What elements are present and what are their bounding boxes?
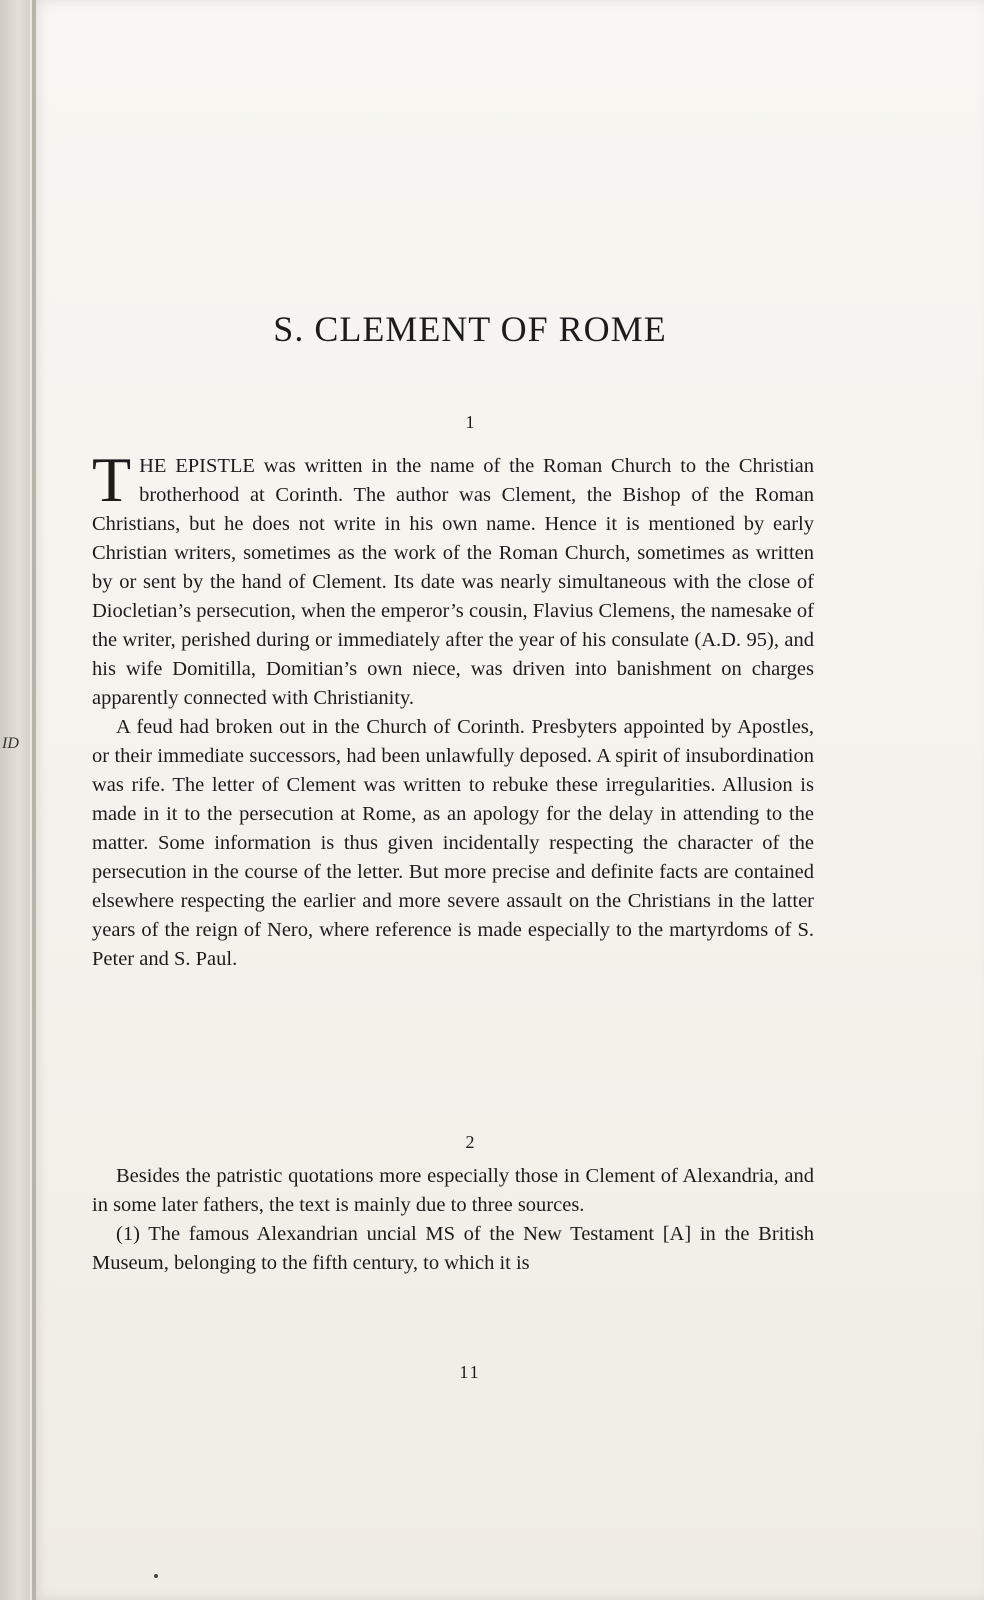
- paragraph-text: was written in the name of the Roman Church to the Christian brotherhood at Corinth. The author was Clement, the Bishop of the Roman Christians, but he does not write in his own name. Hence it is mentioned by early Christian writers, sometimes as the work of the Roman Church, sometimes as written by or sent by the hand of Clement. Its date was nearly simultaneous with the close of Diocletian’s persecution, when the emperor’s cousin, Flavius Clemens, the namesake of the writer, perished during or immediately after the year of his consulate (: [92, 455, 814, 651]
- page-number: 11: [459, 1362, 481, 1382]
- section-number-1: 1: [465, 412, 475, 432]
- drop-cap: T: [92, 444, 132, 515]
- page-gutter-edge: [32, 0, 36, 1600]
- paragraph-text-end: of the New Testament [A] in the British Museum, belonging to the fifth century, to which it is: [92, 1223, 814, 1274]
- list-number: (1): [116, 1223, 140, 1245]
- section-2-paragraph-1: Besides the patristic quotations more especially those in Clement of Alexandria, and in some later fathers, the text is mainly due to three sources.: [92, 1165, 814, 1216]
- section-1-paragraph-2: A feud had broken out in the Church of Corinth. Presbyters appointed by Apostles, or their immediate successors, had been unlawfully deposed. A spirit of insubordination was rife. The letter of Clement was written to rebuke these irregularities. Allusion is made in it to the persecution at Rome, as an apology for the delay in attending to the matter. Some information is thus given incidentally respecting the character of the persecution in the course of the letter. But more precise and definite facts are contained elsewhere respecting the earlier and more severe assault on the Christians in the latter years of the reign of Nero, where reference is made especially to the martyrdoms of S. Peter and S. Paul.: [92, 716, 814, 970]
- section-2-body: [92, 1162, 814, 1278]
- book-page: [32, 0, 984, 1600]
- section-2-paragraph-2: [92, 1220, 814, 1278]
- facing-page-text-fragment: ID: [2, 735, 19, 752]
- section-1-body: [92, 444, 815, 974]
- paper-speck: [154, 1574, 158, 1578]
- year-text: 95: [741, 629, 768, 651]
- paragraph-text: The famous Alexandrian uncial: [139, 1223, 426, 1245]
- ms-abbreviation: MS: [425, 1223, 455, 1245]
- section-1-paragraph-1: [92, 444, 815, 713]
- facing-page-edge: [0, 0, 30, 1600]
- paragraph-text-end: ), and his wife Domitilla, Domitian’s own niece, was driven into banishment on charges apparently connected with Christianity.: [92, 629, 815, 709]
- lead-words: HE EPISTLE: [139, 455, 255, 477]
- era-abbreviation: A.D.: [701, 629, 742, 651]
- chapter-title: S. CLEMENT OF ROME: [273, 309, 667, 349]
- section-number-2: 2: [465, 1132, 475, 1152]
